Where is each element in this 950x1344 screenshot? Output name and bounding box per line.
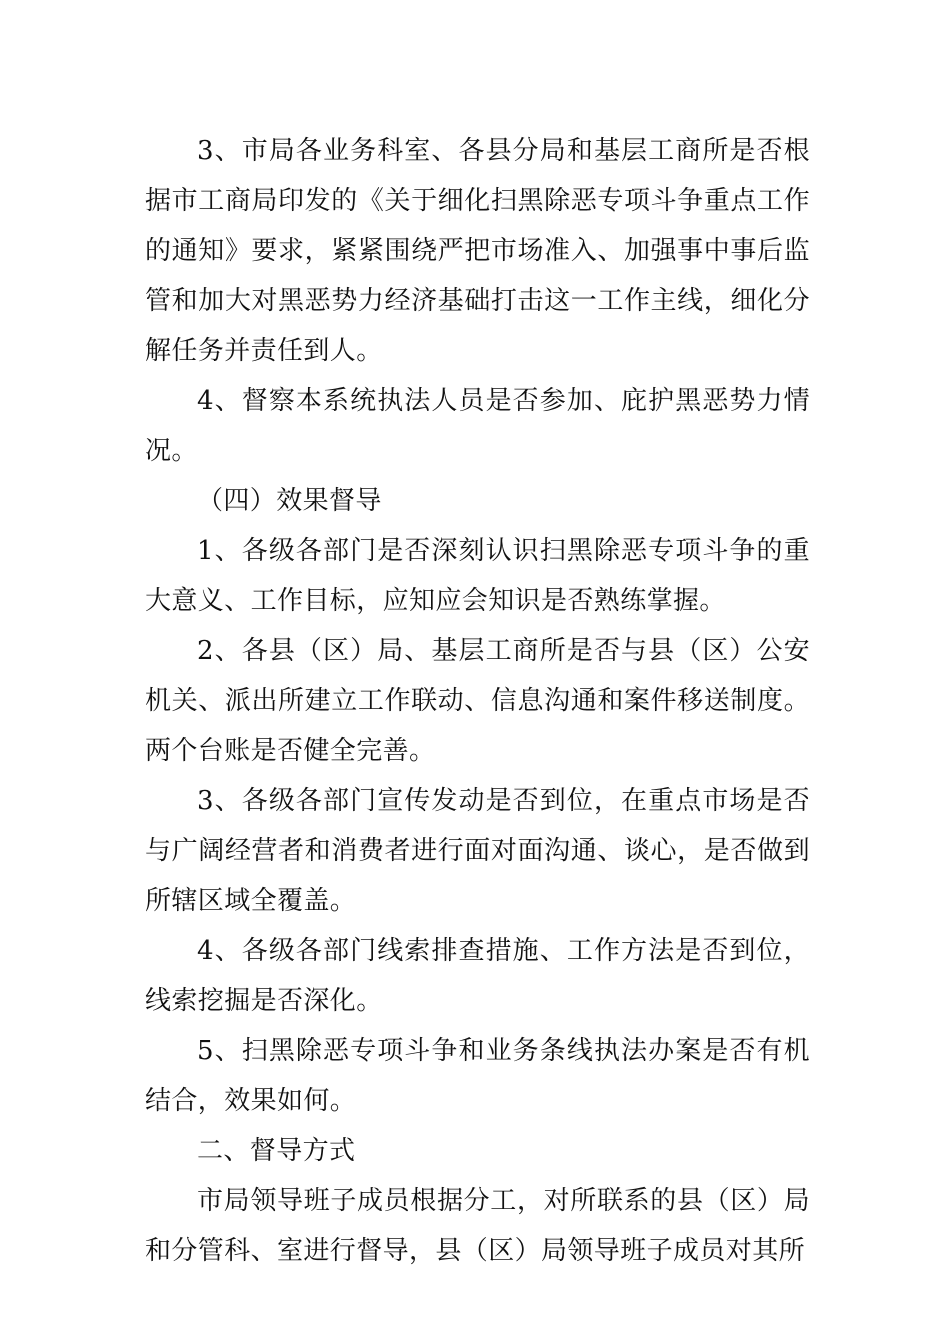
paragraph-item-4-clue-investigation: 4、各级各部门线索排查措施、工作方法是否到位，线索挖掘是否深化。 xyxy=(145,936,810,1016)
paragraph-item-3-publicity: 3、各级各部门宣传发动是否到位，在重点市场是否与广阔经营者和消费者进行面对面沟通、谈心，是否做到所辖区域全覆盖。 xyxy=(145,786,810,916)
paragraph-leadership-division: 市局领导班子成员根据分工，对所联系的县（区）局和分管科、室进行督导，县（区）局领导班子成员对其所 xyxy=(145,1186,810,1266)
paragraph-item-4-law-enforcement: 4、督察本系统执法人员是否参加、庇护黑恶势力情况。 xyxy=(145,386,810,466)
paragraph-item-5-combination: 5、扫黑除恶专项斗争和业务条线执法办案是否有机结合，效果如何。 xyxy=(145,1036,810,1116)
document-body xyxy=(145,126,810,1276)
paragraph-item-3-department-tasks: 3、市局各业务科室、各县分局和基层工商所是否根据市工商局印发的《关于细化扫黑除恶专项斗争重点工作的通知》要求，紧紧围绕严把市场准入、加强事中事后监管和加大对黑恶势力经济基础打击这一工作主线，细化分解任务并责任到人。 xyxy=(145,136,810,366)
section-heading-effect-supervision: （四）效果督导 xyxy=(197,486,382,516)
section-heading-supervision-method: 二、督导方式 xyxy=(197,1136,356,1166)
paragraph-item-1-significance: 1、各级各部门是否深刻认识扫黑除恶专项斗争的重大意义、工作目标，应知应会知识是否熟练掌握。 xyxy=(145,536,810,616)
paragraph-item-2-linkage: 2、各县（区）局、基层工商所是否与县（区）公安机关、派出所建立工作联动、信息沟通和案件移送制度。两个台账是否健全完善。 xyxy=(145,636,810,766)
